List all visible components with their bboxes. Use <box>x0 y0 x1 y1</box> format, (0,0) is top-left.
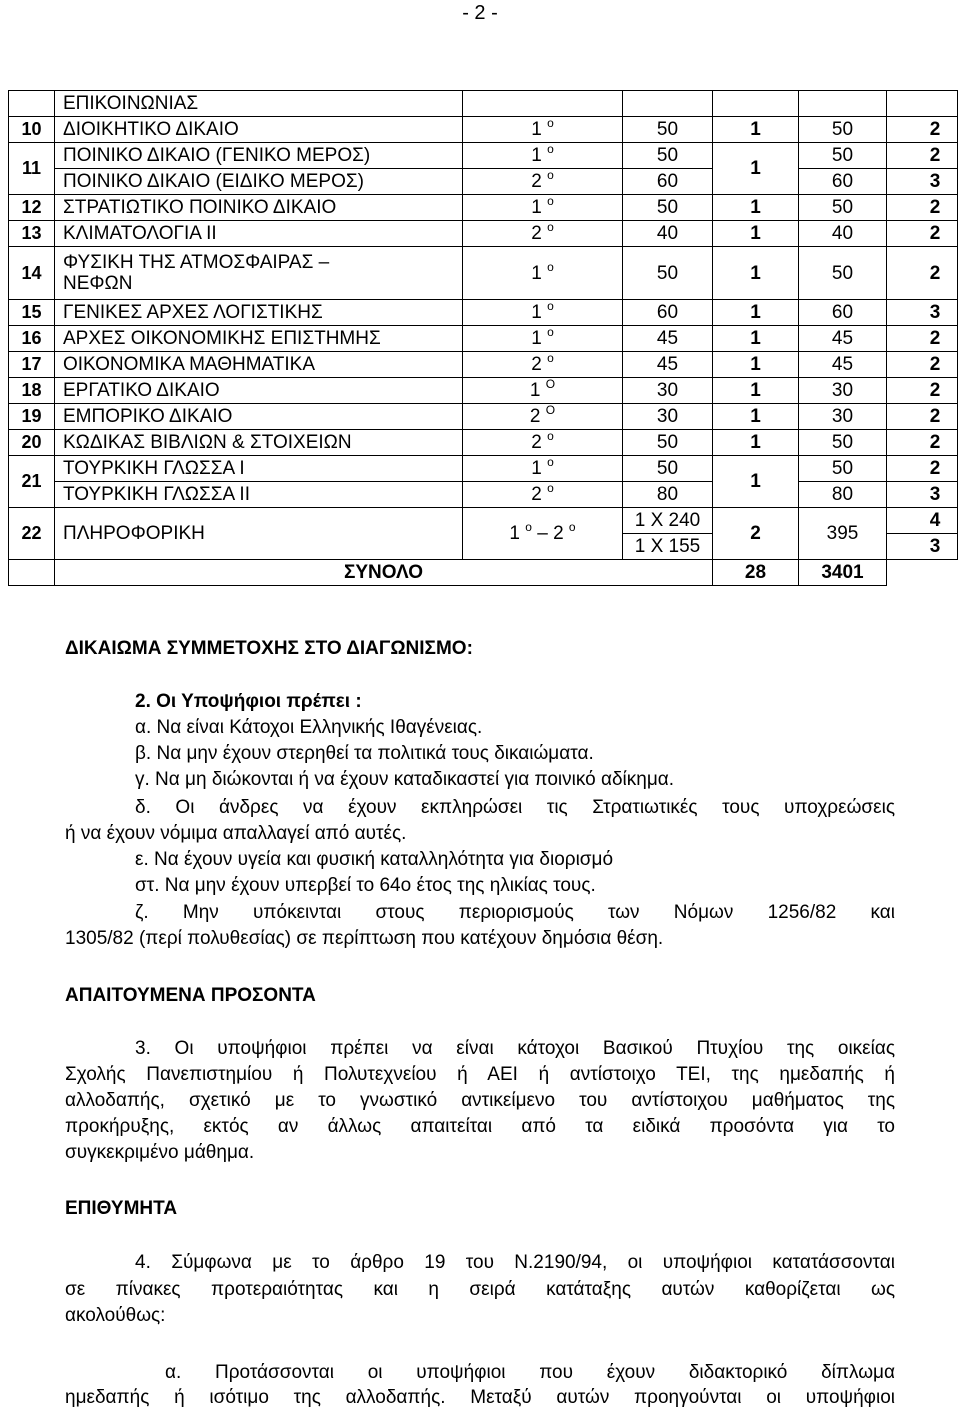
course-name: ΕΜΠΟΡΙΚΟ ΔΙΚΑΙΟ <box>55 404 463 430</box>
total-hours: 45 <box>799 326 887 352</box>
semester: 1 $^o$ <box>463 117 623 143</box>
factor: 2 <box>887 117 958 143</box>
hours: 50 <box>623 430 713 456</box>
positions: 2 <box>713 508 799 560</box>
positions: 1 <box>713 143 799 195</box>
course-no: 19 <box>9 404 55 430</box>
course-no: 21 <box>9 456 55 508</box>
table-row <box>9 352 958 378</box>
semester: 2 $^o$ <box>463 169 623 195</box>
positions: 1 <box>713 378 799 404</box>
eligibility-item: γ. Να μη διώκονται ή να έχουν καταδικαστεί για ποινικό αδίκημα. <box>135 769 675 790</box>
hours: 80 <box>623 482 713 508</box>
table-row <box>9 91 958 117</box>
course-name: ΚΩΔΙΚΑΣ ΒΙΒΛΙΩΝ & ΣΤΟΙΧΕΙΩΝ <box>55 430 463 456</box>
total-hours: 50 <box>799 117 887 143</box>
semester: 1 $^o$ <box>463 247 623 300</box>
course-name: ΓΕΝΙΚΕΣ ΑΡΧΕΣ ΛΟΓΙΣΤΙΚΗΣ <box>55 300 463 326</box>
positions: 1 <box>713 247 799 300</box>
hours: 1 Χ 155 <box>623 534 713 560</box>
hours: 60 <box>623 300 713 326</box>
table-row <box>9 221 958 247</box>
hours: 30 <box>623 378 713 404</box>
semester: 1 $^o$ – 2 $^o$ <box>463 508 623 560</box>
table-row <box>9 404 958 430</box>
course-name: ΠΟΙΝΙΚΟ ΔΙΚΑΙΟ (ΕΙΔΙΚΟ ΜΕΡΟΣ) <box>55 169 463 195</box>
table-row <box>9 482 958 508</box>
factor: 2 <box>887 456 958 482</box>
semester: 2 $^o$ <box>463 352 623 378</box>
table-row <box>9 508 958 534</box>
positions: 1 <box>713 404 799 430</box>
semester: 2 $^o$ <box>463 482 623 508</box>
eligibility-item: α. Να είναι Κάτοχοι Ελληνικής Ιθαγένειας. <box>135 717 483 738</box>
positions: 1 <box>713 221 799 247</box>
course-no: 15 <box>9 300 55 326</box>
factor: 2 <box>887 195 958 221</box>
total-hours: 50 <box>799 456 887 482</box>
total-positions: 28 <box>713 560 799 586</box>
table-row <box>9 195 958 221</box>
factor: 2 <box>887 430 958 456</box>
positions: 1 <box>713 117 799 143</box>
factor: 2 <box>887 143 958 169</box>
total-hours: 80 <box>799 482 887 508</box>
qualifications-heading: ΑΠΑΙΤΟΥΜΕΝΑ ΠΡΟΣΟΝΤΑ <box>65 985 316 1006</box>
course-name: ΦΥΣΙΚΗ ΤΗΣ ΑΤΜΟΣΦΑΙΡΑΣ – ΝΕΦΩΝ <box>55 247 463 300</box>
positions: 1 <box>713 430 799 456</box>
course-name: ΤΟΥΡΚΙΚΗ ΓΛΩΣΣΑ Ι <box>55 456 463 482</box>
factor: 3 <box>887 482 958 508</box>
total-hours: 30 <box>799 378 887 404</box>
page-number: - 2 - <box>462 2 498 24</box>
course-no: 16 <box>9 326 55 352</box>
table-row <box>9 169 958 195</box>
course-no: 12 <box>9 195 55 221</box>
positions: 1 <box>713 456 799 508</box>
positions: 1 <box>713 300 799 326</box>
factor: 3 <box>887 300 958 326</box>
hours: 50 <box>623 247 713 300</box>
eligibility-item: 1305/82 (περί πολυθεσίας) σε περίπτωση που κατέχουν δημόσια θέση. <box>65 928 664 949</box>
eligibility-item: δ. Οι άνδρες να έχουν εκπληρώσει τις Στρατιωτικές τους υποχρεώσεις <box>135 797 895 818</box>
positions: 1 <box>713 326 799 352</box>
table-row <box>9 117 958 143</box>
course-name: ΟΙΚΟΝΟΜΙΚΑ ΜΑΘΗΜΑΤΙΚΑ <box>55 352 463 378</box>
eligibility-item: β. Να μην έχουν στερηθεί τα πολιτικά τους δικαιώματα. <box>135 743 594 764</box>
course-no: 18 <box>9 378 55 404</box>
table-row <box>9 456 958 482</box>
factor: 3 <box>887 169 958 195</box>
eligibility-heading: ΔΙΚΑΙΩΜΑ ΣΥΜΜΕΤΟΧΗΣ ΣΤΟ ΔΙΑΓΩΝΙΣΜΟ: <box>65 638 473 659</box>
course-no: 10 <box>9 117 55 143</box>
course-name: ΣΤΡΑΤΙΩΤΙΚΟ ΠΟΙΝΙΚΟ ΔΙΚΑΙΟ <box>55 195 463 221</box>
desirable-line: ημεδαπής ή ισότιμο της αλλοδαπής. Μεταξύ αυτών προηγούνται οι υποψήφιοι <box>65 1387 895 1408</box>
course-name: ΚΛΙΜΑΤΟΛΟΓΙΑ ΙΙ <box>55 221 463 247</box>
qualifications-line: συγκεκριμένο μάθημα. <box>65 1142 255 1163</box>
total-label: ΣΥΝΟΛΟ <box>55 560 713 586</box>
semester: 1 $^o$ <box>463 456 623 482</box>
course-name: ΤΟΥΡΚΙΚΗ ΓΛΩΣΣΑ ΙΙ <box>55 482 463 508</box>
desirable-line: 4. Σύμφωνα με το άρθρο 19 του Ν.2190/94, οι υποψήφιοι κατατάσσονται <box>135 1252 895 1273</box>
course-name: ΠΛΗΡΟΦΟΡΙΚΗ <box>55 508 463 560</box>
course-no: 14 <box>9 247 55 300</box>
factor: 2 <box>887 326 958 352</box>
total-hours-sum: 3401 <box>799 560 887 586</box>
desirable-heading: ΕΠΙΘΥΜΗΤΑ <box>65 1198 178 1219</box>
table-row <box>9 300 958 326</box>
course-no: 13 <box>9 221 55 247</box>
desirable-line: σε πίνακες προτεραιότητας και η σειρά κατάταξης αυτών καθορίζεται ως <box>65 1279 895 1300</box>
eligibility-item: ε. Να έχουν υγεία και φυσική καταλληλότητα για διορισμό <box>135 849 614 870</box>
semester: 1 $^o$ <box>463 143 623 169</box>
hours: 1 Χ 240 <box>623 508 713 534</box>
total-hours: 40 <box>799 221 887 247</box>
eligibility-item: ζ. Μην υπόκεινται στους περιορισμούς των Νόμων 1256/82 και <box>135 902 895 923</box>
hours: 50 <box>623 143 713 169</box>
factor: 3 <box>887 534 958 560</box>
table-row <box>9 430 958 456</box>
qualifications-line: 3. Οι υποψήφιοι πρέπει να είναι κάτοχοι Βασικού Πτυχίου της οικείας <box>135 1038 895 1059</box>
total-hours: 60 <box>799 300 887 326</box>
course-no: 22 <box>9 508 55 560</box>
hours: 50 <box>623 456 713 482</box>
semester: 2 $^o$ <box>463 221 623 247</box>
eligibility-item: ή να έχουν νόμιμα απαλλαγεί από αυτές. <box>65 823 407 844</box>
factor: 2 <box>887 247 958 300</box>
total-hours: 50 <box>799 430 887 456</box>
hours: 40 <box>623 221 713 247</box>
total-hours: 50 <box>799 195 887 221</box>
positions: 1 <box>713 195 799 221</box>
total-hours: 60 <box>799 169 887 195</box>
hours: 45 <box>623 352 713 378</box>
factor: 2 <box>887 404 958 430</box>
semester: 1 $^o$ <box>463 300 623 326</box>
table-row <box>9 247 958 300</box>
table-row <box>9 143 958 169</box>
semester: 1 $^o$ <box>463 195 623 221</box>
semester: 2 $^o$ <box>463 430 623 456</box>
hours: 50 <box>623 195 713 221</box>
course-name: ΕΡΓΑΤΙΚΟ ΔΙΚΑΙΟ <box>55 378 463 404</box>
table-row <box>9 378 958 404</box>
eligibility-intro: 2. Οι Υποψήφιοι πρέπει : <box>135 691 362 712</box>
desirable-line: ακολούθως: <box>65 1305 166 1326</box>
qualifications-line: αλλοδαπής, σχετικό με το γνωστικό αντικείμενο του αντίστοιχου μαθήματος της <box>65 1090 895 1111</box>
semester: 2 $^O$ <box>463 404 623 430</box>
qualifications-line: προκήρυξης, εκτός αν άλλως απαιτείται από τα ειδικά προσόντα για το <box>65 1116 895 1137</box>
semester: 1 $^O$ <box>463 378 623 404</box>
courses-table <box>8 90 958 586</box>
hours: 50 <box>623 117 713 143</box>
total-row <box>9 560 958 586</box>
total-hours: 45 <box>799 352 887 378</box>
total-hours: 50 <box>799 143 887 169</box>
course-no: 20 <box>9 430 55 456</box>
course-name: ΑΡΧΕΣ ΟΙΚΟΝΟΜΙΚΗΣ ΕΠΙΣΤΗΜΗΣ <box>55 326 463 352</box>
total-hours: 50 <box>799 247 887 300</box>
factor: 2 <box>887 352 958 378</box>
total-hours: 395 <box>799 508 887 560</box>
hours: 30 <box>623 404 713 430</box>
factor: 4 <box>887 508 958 534</box>
hours: 60 <box>623 169 713 195</box>
qualifications-line: Σχολής Πανεπιστημίου ή Πολυτεχνείου ή ΑΕΙ ή αντίστοιχο ΤΕΙ, της ημεδαπής ή <box>65 1064 895 1085</box>
course-name: ΔΙΟΙΚΗΤΙΚΟ ΔΙΚΑΙΟ <box>55 117 463 143</box>
positions: 1 <box>713 352 799 378</box>
course-no: 17 <box>9 352 55 378</box>
course-no: 11 <box>9 143 55 195</box>
course-name: ΕΠΙΚΟΙΝΩΝΙΑΣ <box>55 91 463 117</box>
desirable-line: α. Προτάσσονται οι υποψήφιοι που έχουν διδακτορικό δίπλωμα <box>165 1362 895 1383</box>
factor: 2 <box>887 378 958 404</box>
semester: 1 $^o$ <box>463 326 623 352</box>
hours: 45 <box>623 326 713 352</box>
eligibility-item: στ. Να μην έχουν υπερβεί το 64ο έτος της ηλικίας τους. <box>135 875 596 896</box>
course-name: ΠΟΙΝΙΚΟ ΔΙΚΑΙΟ (ΓΕΝΙΚΟ ΜΕΡΟΣ) <box>55 143 463 169</box>
table-row <box>9 326 958 352</box>
factor: 2 <box>887 221 958 247</box>
total-hours: 30 <box>799 404 887 430</box>
